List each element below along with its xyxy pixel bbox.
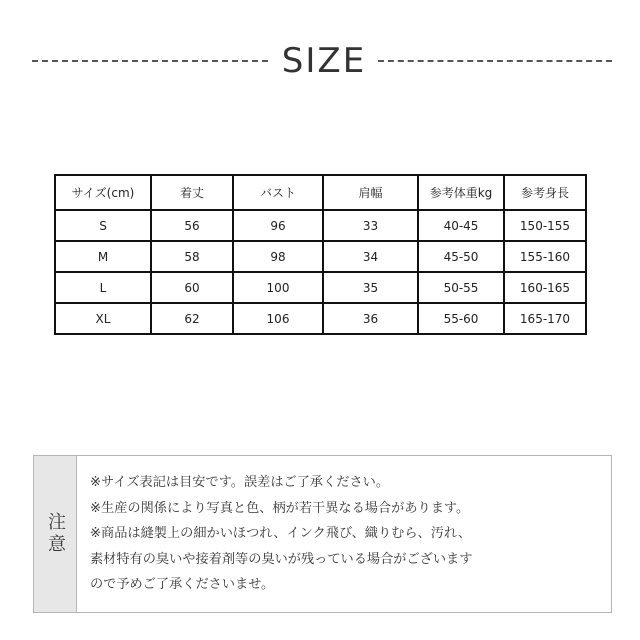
table-cell: S [55,210,151,241]
table-cell: 50-55 [418,272,504,303]
table-cell: 155-160 [504,241,586,272]
table-cell: 40-45 [418,210,504,241]
table-cell: 165-170 [504,303,586,334]
table-cell: XL [55,303,151,334]
table-cell: 58 [151,241,233,272]
table-cell: 60 [151,272,233,303]
table-cell: 98 [233,241,323,272]
table-cell: 34 [323,241,418,272]
notice-label-panel [34,456,77,612]
table-cell: 55-60 [418,303,504,334]
notice-line: ※サイズ表記は目安です。誤差はご了承ください。 [90,475,390,490]
table-cell: 106 [233,303,323,334]
title-divider-right [378,60,612,62]
page-title: SIZE [281,41,367,81]
notice-line: ※商品は縫製上の細かいほつれ、インク飛び、織りむら、汚れ、 [90,526,472,541]
table-cell: 35 [323,272,418,303]
header-cell-height: 参考身長 [504,175,586,210]
table-row [55,210,586,241]
table-cell: 96 [233,210,323,241]
notice-body [90,470,605,598]
table-row [55,241,586,272]
title-row [0,38,640,84]
table-cell: 160-165 [504,272,586,303]
table-cell: 62 [151,303,233,334]
notice-line: ので予めご了承くださいませ。 [90,577,275,592]
table-cell: 45-50 [418,241,504,272]
notice-line: 素材特有の臭いや接着剤等の臭いが残っている場合がございます [90,551,473,567]
table-cell: M [55,241,151,272]
size-table [54,174,587,335]
header-cell-size: サイズ(cm) [55,175,151,210]
table-header-row [55,175,586,210]
table-cell: 150-155 [504,210,586,241]
notice-line: ※生産の関係により写真と色、柄が若干異なる場合があります。 [90,500,470,516]
title-divider-left [32,60,268,62]
table-row [55,272,586,303]
table-cell: 33 [323,210,418,241]
table-cell: 36 [323,303,418,334]
header-cell-weight: 参考体重kg [418,175,504,210]
table-cell: 100 [233,272,323,303]
header-cell-shoulder: 肩幅 [323,175,418,210]
header-cell-length: 着丈 [151,175,233,210]
table-cell: 56 [151,210,233,241]
notice-box [33,455,612,613]
table-row [55,303,586,334]
notice-label: 注意 [45,512,66,556]
header-cell-bust: バスト [233,175,323,210]
table-cell: L [55,272,151,303]
